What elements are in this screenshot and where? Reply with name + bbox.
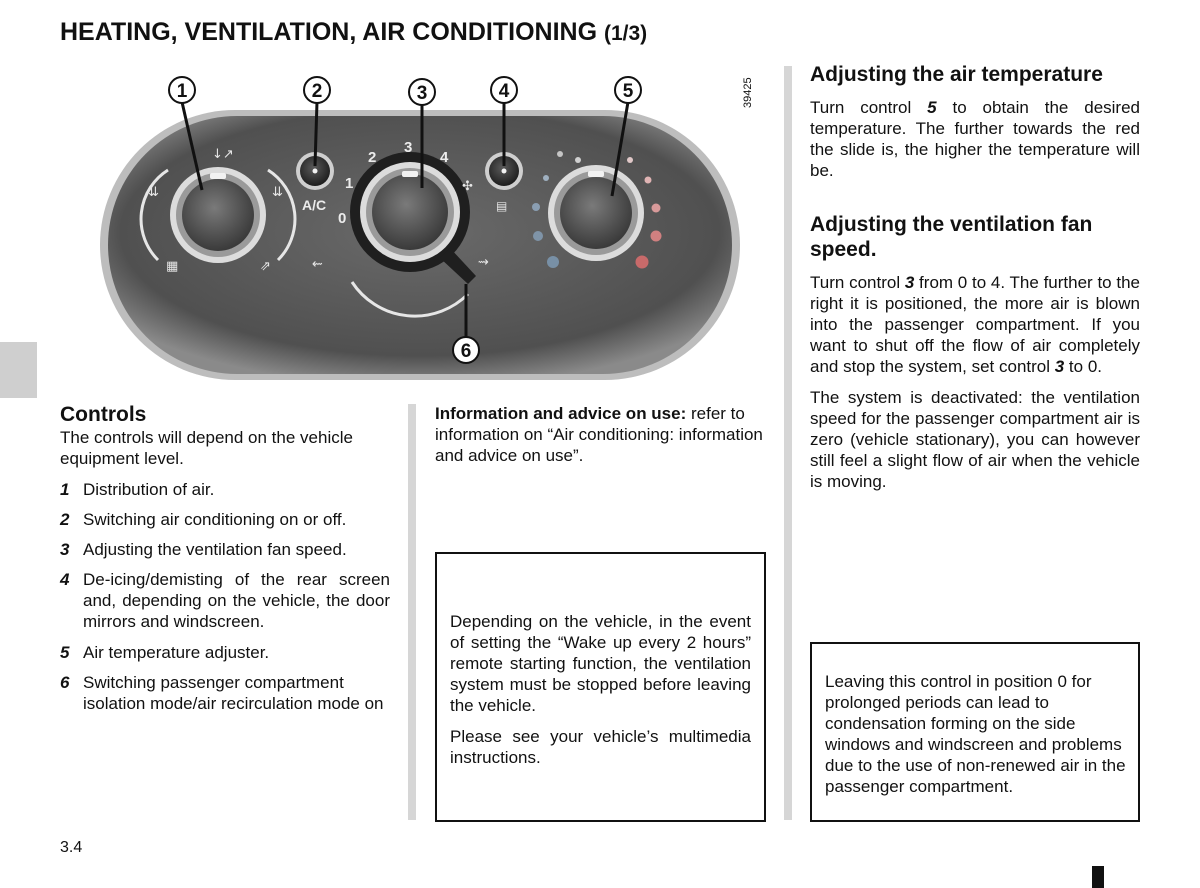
list-item bbox=[60, 569, 390, 632]
figure-code: 39425 bbox=[742, 77, 754, 108]
temperature-text-pre: Turn control bbox=[810, 98, 928, 117]
position-zero-warning-box bbox=[810, 642, 1140, 822]
feet-air-icon: ↓↗ bbox=[212, 147, 234, 162]
list-item bbox=[60, 509, 390, 530]
fan-p1-post: to 0. bbox=[1064, 357, 1103, 376]
callout-5: 5 bbox=[622, 81, 634, 102]
wake-up-warning-p1: Depending on the vehicle, in the event of setting the “Wake up every 2 hours” remote starting function, the ventilation system must be stopped before leaving the vehicle. bbox=[450, 612, 751, 715]
fan-scale-3: 3 bbox=[404, 139, 413, 156]
recirculation-icon: ⇝ bbox=[478, 255, 489, 270]
page-title-suffix: (1/3) bbox=[603, 22, 648, 45]
list-item-number: 2 bbox=[60, 510, 70, 529]
rear-demist-icon: ▤ bbox=[496, 199, 508, 213]
fan-p1-mid: from 0 to 4. The further to the right it is positioned, the more air is blown into the passenger compartment. If you want to shut off the flow of air completely and stop the system, set control bbox=[810, 273, 1140, 376]
section-tab bbox=[0, 342, 37, 398]
list-item bbox=[60, 642, 390, 663]
callout-1: 1 bbox=[176, 81, 188, 102]
list-item-number: 6 bbox=[60, 673, 70, 692]
callout-2: 2 bbox=[311, 81, 323, 102]
list-item-number: 5 bbox=[60, 643, 70, 662]
list-item bbox=[60, 672, 390, 714]
info-paragraph bbox=[435, 403, 766, 466]
fan-control-ref-2: 3 bbox=[1054, 357, 1065, 376]
wake-up-warning-p2: Please see your vehicle’s multimedia instructions. bbox=[450, 727, 751, 767]
temperature-text-post: to obtain the desired temperature. The further towards the red the slide is, the higher the temperature will be. bbox=[810, 98, 1141, 180]
temperature-knob[interactable] bbox=[548, 165, 644, 261]
fan-scale-2: 2 bbox=[368, 149, 377, 166]
list-item bbox=[60, 539, 390, 560]
fan-p1-pre: Turn control bbox=[810, 273, 905, 292]
fan-control-ref: 3 bbox=[904, 273, 915, 292]
wake-up-warning-text bbox=[450, 611, 751, 768]
fan-paragraph-2: The system is deactivated: the ventilation speed for the passenger compartment air is zero (vehicle stationary), you can however still feel a slight flow of air when the vehicle is moving. bbox=[810, 388, 1140, 491]
page-title bbox=[60, 18, 647, 47]
outside-air-icon: ⇜ bbox=[312, 257, 323, 272]
wake-up-warning-box bbox=[435, 552, 766, 822]
ac-label: A/C bbox=[302, 197, 327, 213]
callout-4: 4 bbox=[498, 81, 510, 102]
fan-heading: Adjusting the ventilation fan speed. bbox=[810, 213, 1093, 261]
info-lead: Information and advice on use: bbox=[435, 404, 687, 423]
column-rule-middle bbox=[408, 404, 416, 820]
temperature-heading: Adjusting the air temperature bbox=[810, 63, 1103, 86]
screen-air-icon: ⇗ bbox=[260, 259, 271, 274]
list-item-text: Switching air conditioning on or off. bbox=[83, 510, 347, 529]
position-zero-warning-text: Leaving this control in position 0 for prolonged periods can lead to condensation forming on the side windows and windscreen and problems due to the use of non-renewed air in the passenger compartment. bbox=[825, 672, 1126, 796]
list-item-number: 4 bbox=[60, 570, 70, 589]
face-feet-air-icon: ⇊ bbox=[148, 185, 159, 200]
callout-3: 3 bbox=[416, 83, 428, 104]
column-rule-right bbox=[784, 66, 792, 820]
temperature-control-ref: 5 bbox=[927, 98, 937, 117]
controls-heading: Controls bbox=[60, 403, 147, 426]
fan-scale-1: 1 bbox=[345, 175, 354, 192]
fan-scale-0: 0 bbox=[338, 210, 347, 227]
list-item-text: Switching passenger compartment isolation mode/air recirculation mode on bbox=[83, 673, 384, 713]
control-panel-figure bbox=[100, 70, 740, 390]
info-text: refer to information on “Air conditioning: information and advice on use”. bbox=[435, 404, 763, 465]
list-item bbox=[60, 479, 390, 500]
fan-scale-4: 4 bbox=[440, 149, 449, 166]
page-title-text: HEATING, VENTILATION, AIR CONDITIONING bbox=[60, 18, 598, 46]
page-corner-mark bbox=[1092, 866, 1104, 888]
controls-intro: The controls will depend on the vehicle equipment level. bbox=[60, 428, 353, 468]
list-item-number: 3 bbox=[60, 540, 70, 559]
list-item-text: Adjusting the ventilation fan speed. bbox=[83, 540, 347, 559]
list-item-text: Air temperature adjuster. bbox=[83, 643, 270, 662]
fan-paragraph-1 bbox=[810, 272, 1140, 377]
screen-feet-air-icon: ⇊ bbox=[272, 185, 283, 200]
callout-6: 6 bbox=[460, 341, 472, 362]
fan-icon: ✣ bbox=[462, 179, 473, 194]
temperature-text bbox=[810, 97, 1140, 181]
list-item-text: De-icing/demisting of the rear screen and, depending on the vehicle, the door mirrors and windscreen. bbox=[83, 570, 390, 631]
fan-text bbox=[810, 272, 1140, 492]
list-item-text: Distribution of air. bbox=[83, 480, 215, 499]
windscreen-demist-icon: ▦ bbox=[166, 259, 179, 274]
page-number: 3.4 bbox=[60, 839, 83, 856]
list-item-number: 1 bbox=[60, 480, 70, 499]
